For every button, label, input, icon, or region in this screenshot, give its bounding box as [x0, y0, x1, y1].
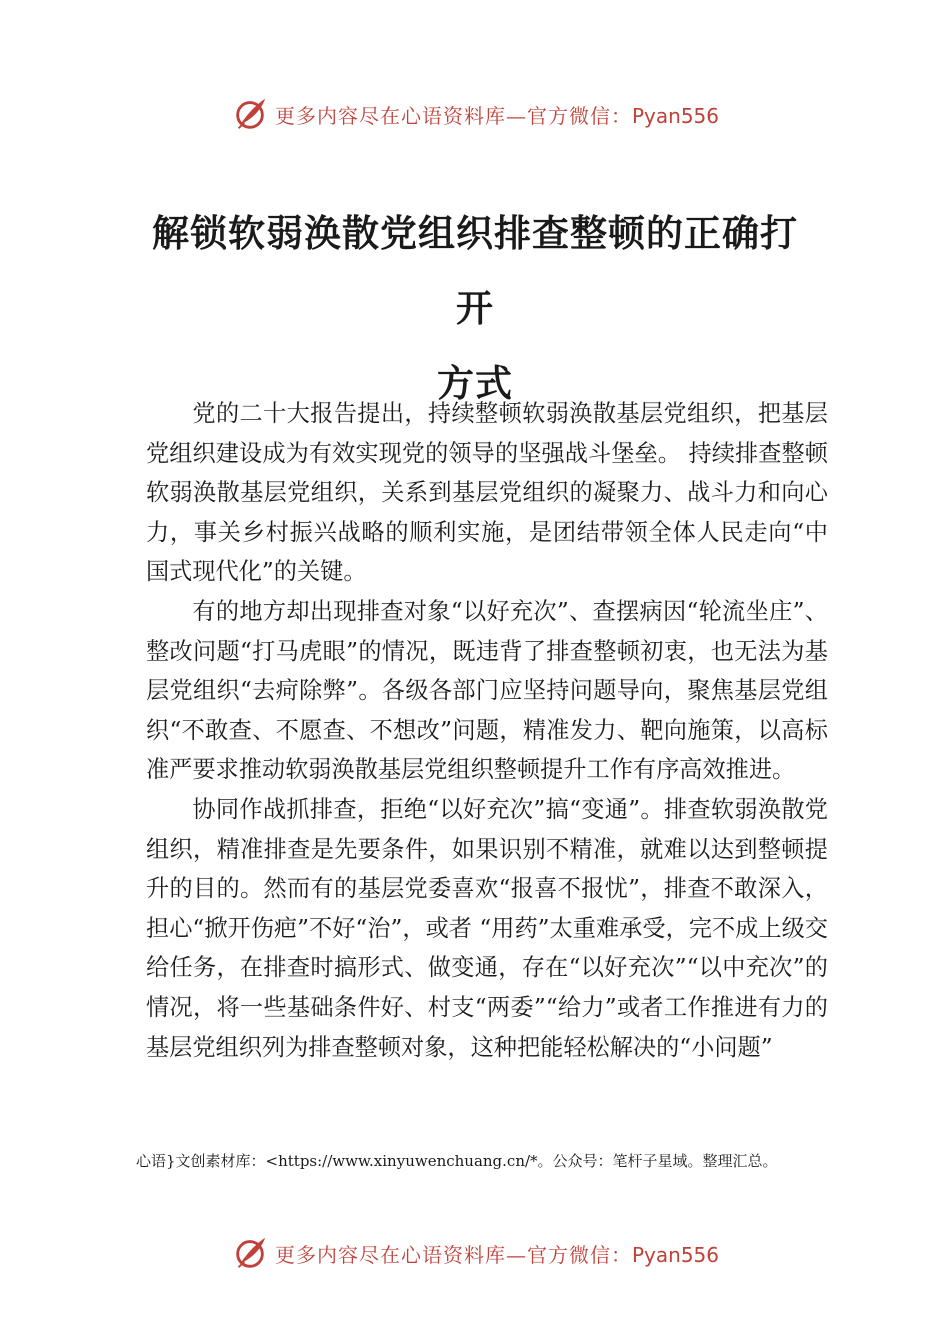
title-line-2: 方式 — [437, 361, 513, 405]
source-note: 心语}文创素材库：<https://www.xinyuwenchuang.cn/*。公众号：笔杆子星域。整理汇总。 — [136, 1152, 778, 1170]
footer-banner — [0, 1233, 950, 1273]
header-banner — [0, 94, 950, 134]
footer-banner-text: 更多内容尽在心语资料库—官方微信： — [274, 1242, 632, 1267]
paragraph-3: 协同作战抓排查，拒绝“以好充次”搞“变通”。排查软弱涣散党组织，精准排查是先要条件，如果识别不精准，就难以达到整顿提升的目的。然而有的基层党委喜欢“报喜不报忧”，排查不敢深入，担心“掀开伤疤”不好“治”，或者 “用药”太重难承受，完不成上级交给任务，在排查时搞形式、做变通，存在“以好充次”“以中充次”的情况，将一些基础条件好、村支“两委”“给力”或者工作推进有力的基层党组织列为排查整顿对象，这种把能轻松解决的“小问题” — [146, 795, 828, 1061]
title-line-1: 解锁软弱涣散党组织排查整顿的正确打开 — [152, 211, 798, 330]
document-body — [146, 394, 828, 1067]
feather-pen-logo-icon — [231, 95, 269, 133]
header-wechat-id: Pyan556 — [631, 103, 719, 128]
paragraph-1: 党的二十大报告提出，持续整顿软弱涣散基层党组织，把基层党组织建设成为有效实现党的领导的坚强战斗堡垒。 持续排查整顿软弱涣散基层党组织，关系到基层党组织的凝聚力、战斗力和向心力，事关乡村振兴战略的顺利实施，是团结带领全体人民走向“中国式现代化”的关键。 — [146, 400, 828, 586]
paragraph-2: 有的地方却出现排查对象“以好充次”、查摆病因“轮流坐庄”、整改问题“打马虎眼”的情况，既违背了排查整顿初衷，也无法为基层党组织“去疴除弊”。各级各部门应坚持问题导向，聚焦基层党组织“不敢查、不愿查、不想改”问题，精准发力、靶向施策，以高标准严要求推动软弱涣散基层党组织整顿提升工作有序高效推进。 — [146, 597, 828, 784]
header-banner-text: 更多内容尽在心语资料库—官方微信： — [274, 103, 632, 128]
document-title — [150, 196, 800, 421]
footer-wechat-id: Pyan556 — [631, 1242, 719, 1267]
feather-pen-logo-icon — [231, 1234, 269, 1272]
